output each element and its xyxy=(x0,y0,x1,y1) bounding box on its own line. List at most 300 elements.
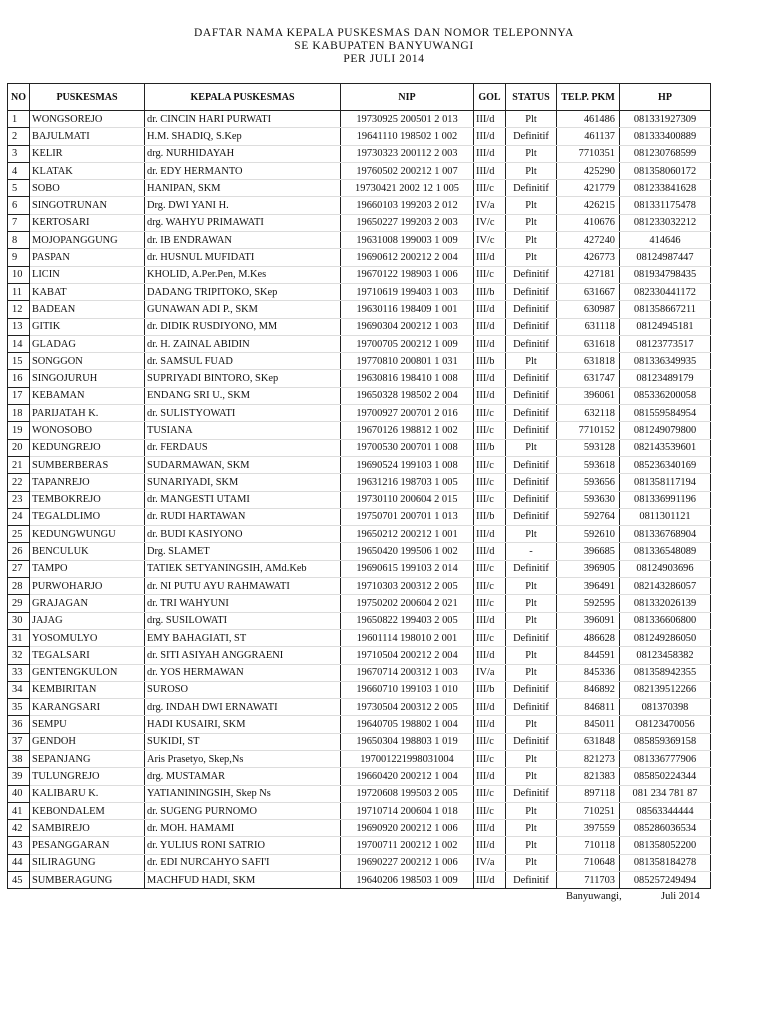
cell-puskesmas: SINGOJURUH xyxy=(30,370,145,387)
cell-status: Definitif xyxy=(506,785,557,802)
cell-telp: 593618 xyxy=(557,456,620,473)
cell-kepala: dr. YOS HERMAWAN xyxy=(145,664,341,681)
cell-status: Plt xyxy=(506,837,557,854)
cell-puskesmas: GRAJAGAN xyxy=(30,595,145,612)
cell-telp: 486628 xyxy=(557,629,620,646)
cell-nip: 19601114 198010 2 001 xyxy=(341,629,474,646)
cell-nip: 19630816 198410 1 008 xyxy=(341,370,474,387)
cell-puskesmas: TULUNGREJO xyxy=(30,768,145,785)
cell-gol: III/c xyxy=(474,456,506,473)
cell-no: 20 xyxy=(8,439,30,456)
cell-nip: 19640705 198802 1 004 xyxy=(341,716,474,733)
cell-nip: 19670714 200312 1 003 xyxy=(341,664,474,681)
cell-gol: III/c xyxy=(474,405,506,422)
cell-puskesmas: JAJAG xyxy=(30,612,145,629)
cell-telp: 845336 xyxy=(557,664,620,681)
cell-status: Plt xyxy=(506,716,557,733)
cell-status: Definitif xyxy=(506,456,557,473)
cell-kepala: SUPRIYADI BINTORO, SKep xyxy=(145,370,341,387)
cell-hp: 081336606800 xyxy=(620,612,711,629)
cell-puskesmas: SAMBIREJO xyxy=(30,820,145,837)
cell-hp: 082143286057 xyxy=(620,578,711,595)
cell-kepala: HADI KUSAIRI, SKM xyxy=(145,716,341,733)
cell-hp: 0811301121 xyxy=(620,508,711,525)
cell-status: Definitif xyxy=(506,387,557,404)
cell-puskesmas: GENDOH xyxy=(30,733,145,750)
cell-kepala: dr. CINCIN HARI PURWATI xyxy=(145,111,341,128)
cell-gol: III/c xyxy=(474,802,506,819)
header-nip: NIP xyxy=(341,84,474,111)
cell-gol: III/c xyxy=(474,578,506,595)
cell-no: 27 xyxy=(8,560,30,577)
cell-gol: III/d xyxy=(474,249,506,266)
cell-hp: 08563344444 xyxy=(620,802,711,819)
cell-hp: 08124903696 xyxy=(620,560,711,577)
cell-hp: 081333400889 xyxy=(620,128,711,145)
cell-nip: 19670122 198903 1 006 xyxy=(341,266,474,283)
cell-kepala: MACHFUD HADI, SKM xyxy=(145,872,341,889)
cell-nip: 19650420 199506 1 002 xyxy=(341,543,474,560)
cell-kepala: dr. HUSNUL MUFIDATI xyxy=(145,249,341,266)
cell-no: 32 xyxy=(8,647,30,664)
cell-status: Plt xyxy=(506,578,557,595)
cell-gol: III/d xyxy=(474,335,506,352)
cell-hp: 081358060172 xyxy=(620,162,711,179)
cell-status: Definitif xyxy=(506,422,557,439)
cell-puskesmas: KEDUNGREJO xyxy=(30,439,145,456)
cell-no: 16 xyxy=(8,370,30,387)
cell-kepala: ENDANG SRI U., SKM xyxy=(145,387,341,404)
cell-puskesmas: KEBONDALEM xyxy=(30,802,145,819)
cell-no: 23 xyxy=(8,491,30,508)
table-row xyxy=(8,681,711,698)
table-row xyxy=(8,508,711,525)
cell-nip: 19690612 200212 2 004 xyxy=(341,249,474,266)
header-gol: GOL xyxy=(474,84,506,111)
cell-status: Definitif xyxy=(506,699,557,716)
cell-status: Plt xyxy=(506,647,557,664)
cell-telp: 631848 xyxy=(557,733,620,750)
cell-nip: 19631216 198703 1 005 xyxy=(341,474,474,491)
table-row xyxy=(8,802,711,819)
table-row xyxy=(8,197,711,214)
cell-hp: 081331175478 xyxy=(620,197,711,214)
cell-telp: 845011 xyxy=(557,716,620,733)
cell-no: 30 xyxy=(8,612,30,629)
cell-status: Plt xyxy=(506,595,557,612)
cell-nip: 19650822 199403 2 005 xyxy=(341,612,474,629)
cell-hp: 081336349935 xyxy=(620,353,711,370)
cell-gol: III/d xyxy=(474,872,506,889)
cell-puskesmas: KERTOSARI xyxy=(30,214,145,231)
cell-no: 33 xyxy=(8,664,30,681)
cell-hp: 08123489179 xyxy=(620,370,711,387)
cell-telp: 425290 xyxy=(557,162,620,179)
cell-kepala: dr. SAMSUL FUAD xyxy=(145,353,341,370)
cell-no: 18 xyxy=(8,405,30,422)
table-row xyxy=(8,387,711,404)
cell-no: 35 xyxy=(8,699,30,716)
cell-nip: 19690615 199103 2 014 xyxy=(341,560,474,577)
cell-puskesmas: KALIBARU K. xyxy=(30,785,145,802)
cell-status: Definitif xyxy=(506,301,557,318)
cell-hp: 081249286050 xyxy=(620,629,711,646)
cell-nip: 19650212 200212 1 001 xyxy=(341,526,474,543)
cell-telp: 631818 xyxy=(557,353,620,370)
cell-gol: III/b xyxy=(474,439,506,456)
cell-kepala: dr. DIDIK RUSDIYONO, MM xyxy=(145,318,341,335)
cell-status: Definitif xyxy=(506,405,557,422)
cell-puskesmas: KEMBIRITAN xyxy=(30,681,145,698)
cell-status: Plt xyxy=(506,439,557,456)
cell-no: 29 xyxy=(8,595,30,612)
cell-puskesmas: BENCULUK xyxy=(30,543,145,560)
cell-telp: 396091 xyxy=(557,612,620,629)
cell-telp: 630987 xyxy=(557,301,620,318)
cell-telp: 461486 xyxy=(557,111,620,128)
table-row xyxy=(8,526,711,543)
cell-kepala: dr. MOH. HAMAMI xyxy=(145,820,341,837)
cell-gol: III/d xyxy=(474,387,506,404)
header-kepala: KEPALA PUSKESMAS xyxy=(145,84,341,111)
cell-status: Definitif xyxy=(506,681,557,698)
cell-hp: 081559584954 xyxy=(620,405,711,422)
cell-puskesmas: GITIK xyxy=(30,318,145,335)
cell-no: 24 xyxy=(8,508,30,525)
table-row xyxy=(8,578,711,595)
cell-no: 41 xyxy=(8,802,30,819)
cell-puskesmas: GENTENGKULON xyxy=(30,664,145,681)
cell-puskesmas: KEDUNGWUNGU xyxy=(30,526,145,543)
table-row xyxy=(8,145,711,162)
table-row xyxy=(8,543,711,560)
table-row xyxy=(8,560,711,577)
table-row xyxy=(8,716,711,733)
cell-puskesmas: TEGALSARI xyxy=(30,647,145,664)
cell-puskesmas: SUMBERAGUNG xyxy=(30,872,145,889)
cell-nip: 19700705 200212 1 009 xyxy=(341,335,474,352)
cell-telp: 631667 xyxy=(557,283,620,300)
table-row xyxy=(8,837,711,854)
cell-telp: 631618 xyxy=(557,335,620,352)
cell-nip: 19650328 198502 2 004 xyxy=(341,387,474,404)
cell-status: Definitif xyxy=(506,180,557,197)
cell-puskesmas: PESANGGARAN xyxy=(30,837,145,854)
table-row xyxy=(8,422,711,439)
cell-hp: 085859369158 xyxy=(620,733,711,750)
cell-kepala: dr. YULIUS RONI SATRIO xyxy=(145,837,341,854)
cell-puskesmas: SUMBERBERAS xyxy=(30,456,145,473)
table-row xyxy=(8,664,711,681)
cell-telp: 821273 xyxy=(557,750,620,767)
cell-nip: 19690227 200212 1 006 xyxy=(341,854,474,871)
cell-nip: 19730421 2002 12 1 005 xyxy=(341,180,474,197)
cell-status: Plt xyxy=(506,111,557,128)
table-row xyxy=(8,474,711,491)
cell-no: 9 xyxy=(8,249,30,266)
cell-no: 3 xyxy=(8,145,30,162)
cell-telp: 710251 xyxy=(557,802,620,819)
cell-no: 28 xyxy=(8,578,30,595)
cell-gol: III/c xyxy=(474,266,506,283)
table-row xyxy=(8,283,711,300)
cell-kepala: SUDARMAWAN, SKM xyxy=(145,456,341,473)
cell-kepala: EMY BAHAGIATI, ST xyxy=(145,629,341,646)
cell-puskesmas: PASPAN xyxy=(30,249,145,266)
cell-gol: IV/a xyxy=(474,197,506,214)
cell-no: 39 xyxy=(8,768,30,785)
cell-no: 10 xyxy=(8,266,30,283)
cell-kepala: dr. EDY HERMANTO xyxy=(145,162,341,179)
cell-puskesmas: PURWOHARJO xyxy=(30,578,145,595)
cell-gol: III/c xyxy=(474,474,506,491)
cell-no: 14 xyxy=(8,335,30,352)
cell-kepala: HANIPAN, SKM xyxy=(145,180,341,197)
cell-no: 1 xyxy=(8,111,30,128)
cell-nip: 19690304 200212 1 003 xyxy=(341,318,474,335)
cell-gol: III/b xyxy=(474,681,506,698)
table-row xyxy=(8,699,711,716)
cell-status: Plt xyxy=(506,197,557,214)
cell-status: Plt xyxy=(506,526,557,543)
cell-telp: 396491 xyxy=(557,578,620,595)
table-row xyxy=(8,162,711,179)
table-row xyxy=(8,180,711,197)
cell-hp: 081233032212 xyxy=(620,214,711,231)
cell-no: 2 xyxy=(8,128,30,145)
cell-status: Definitif xyxy=(506,318,557,335)
footer-date: Juli 2014 xyxy=(661,891,700,902)
cell-puskesmas: KARANGSARI xyxy=(30,699,145,716)
cell-no: 7 xyxy=(8,214,30,231)
cell-nip: 19730110 200604 2 015 xyxy=(341,491,474,508)
cell-no: 38 xyxy=(8,750,30,767)
cell-hp: 081230768599 xyxy=(620,145,711,162)
cell-gol: IV/c xyxy=(474,232,506,249)
cell-status: Definitif xyxy=(506,560,557,577)
cell-nip: 19690920 200212 1 006 xyxy=(341,820,474,837)
cell-kepala: drg. WAHYU PRIMAWATI xyxy=(145,214,341,231)
cell-telp: 592610 xyxy=(557,526,620,543)
cell-nip: 19700927 200701 2 016 xyxy=(341,405,474,422)
cell-nip: 19710714 200604 1 018 xyxy=(341,802,474,819)
cell-gol: III/d xyxy=(474,162,506,179)
cell-telp: 396685 xyxy=(557,543,620,560)
cell-hp: 085236340169 xyxy=(620,456,711,473)
cell-telp: 426773 xyxy=(557,249,620,266)
cell-nip: 19710303 200312 2 005 xyxy=(341,578,474,595)
cell-gol: III/d xyxy=(474,128,506,145)
cell-no: 31 xyxy=(8,629,30,646)
cell-telp: 846811 xyxy=(557,699,620,716)
cell-telp: 593656 xyxy=(557,474,620,491)
cell-nip: 19730504 200312 2 005 xyxy=(341,699,474,716)
cell-puskesmas: BADEAN xyxy=(30,301,145,318)
document-date-line: PER JULI 2014 xyxy=(343,53,425,65)
cell-no: 44 xyxy=(8,854,30,871)
header-telp: TELP. PKM xyxy=(557,84,620,111)
cell-kepala: TUSIANA xyxy=(145,422,341,439)
cell-gol: III/d xyxy=(474,699,506,716)
cell-status: - xyxy=(506,543,557,560)
cell-hp: 085257249494 xyxy=(620,872,711,889)
cell-nip: 19690524 199103 1 008 xyxy=(341,456,474,473)
cell-telp: 711703 xyxy=(557,872,620,889)
cell-telp: 592764 xyxy=(557,508,620,525)
table-row xyxy=(8,750,711,767)
cell-kepala: dr. SITI ASIYAH ANGGRAENI xyxy=(145,647,341,664)
table-row xyxy=(8,439,711,456)
cell-kepala: dr. EDI NURCAHYO SAFI'I xyxy=(145,854,341,871)
footer-place: Banyuwangi, xyxy=(566,891,622,902)
cell-no: 8 xyxy=(8,232,30,249)
cell-gol: IV/a xyxy=(474,664,506,681)
cell-kepala: SUROSO xyxy=(145,681,341,698)
cell-telp: 421779 xyxy=(557,180,620,197)
cell-no: 40 xyxy=(8,785,30,802)
cell-nip: 19710619 199403 1 003 xyxy=(341,283,474,300)
cell-no: 25 xyxy=(8,526,30,543)
cell-gol: III/c xyxy=(474,180,506,197)
cell-status: Plt xyxy=(506,664,557,681)
cell-kepala: dr. IB ENDRAWAN xyxy=(145,232,341,249)
cell-gol: IV/c xyxy=(474,214,506,231)
cell-hp: 081249079800 xyxy=(620,422,711,439)
cell-hp: 081358052200 xyxy=(620,837,711,854)
cell-no: 13 xyxy=(8,318,30,335)
cell-kepala: TATIEK SETYANINGSIH, AMd.Keb xyxy=(145,560,341,577)
cell-status: Plt xyxy=(506,145,557,162)
document-subtitle: SE KABUPATEN BANYUWANGI xyxy=(294,40,474,52)
cell-status: Definitif xyxy=(506,733,557,750)
table-row xyxy=(8,595,711,612)
cell-hp: 08123773517 xyxy=(620,335,711,352)
cell-gol: III/d xyxy=(474,543,506,560)
cell-no: 26 xyxy=(8,543,30,560)
cell-nip: 19720608 199503 2 005 xyxy=(341,785,474,802)
cell-puskesmas: TAMPO xyxy=(30,560,145,577)
table-row xyxy=(8,647,711,664)
cell-status: Definitif xyxy=(506,629,557,646)
cell-gol: III/c xyxy=(474,560,506,577)
cell-hp: 085286036534 xyxy=(620,820,711,837)
cell-kepala: dr. RUDI HARTAWAN xyxy=(145,508,341,525)
cell-gol: III/c xyxy=(474,491,506,508)
table-row xyxy=(8,854,711,871)
cell-kepala: Drg. SLAMET xyxy=(145,543,341,560)
cell-no: 15 xyxy=(8,353,30,370)
cell-status: Plt xyxy=(506,750,557,767)
cell-no: 12 xyxy=(8,301,30,318)
cell-nip: 197001221998031004 xyxy=(341,750,474,767)
header-status: STATUS xyxy=(506,84,557,111)
cell-status: Definitif xyxy=(506,128,557,145)
cell-gol: III/b xyxy=(474,283,506,300)
cell-gol: III/d xyxy=(474,145,506,162)
cell-hp: 08124945181 xyxy=(620,318,711,335)
cell-puskesmas: SEPANJANG xyxy=(30,750,145,767)
cell-status: Plt xyxy=(506,214,557,231)
cell-nip: 19730323 200112 2 003 xyxy=(341,145,474,162)
cell-hp: 081332026139 xyxy=(620,595,711,612)
cell-gol: III/c xyxy=(474,750,506,767)
cell-gol: III/d xyxy=(474,837,506,854)
cell-telp: 846892 xyxy=(557,681,620,698)
cell-hp: 085850224344 xyxy=(620,768,711,785)
cell-kepala: dr. NI PUTU AYU RAHMAWATI xyxy=(145,578,341,595)
cell-kepala: Aris Prasetyo, Skep,Ns xyxy=(145,750,341,767)
cell-hp: 081358117194 xyxy=(620,474,711,491)
cell-telp: 710648 xyxy=(557,854,620,871)
cell-status: Plt xyxy=(506,854,557,871)
cell-kepala: Drg. DWI YANI H. xyxy=(145,197,341,214)
cell-hp: 414646 xyxy=(620,232,711,249)
cell-hp: 082330441172 xyxy=(620,283,711,300)
table-row xyxy=(8,491,711,508)
table-row xyxy=(8,872,711,889)
cell-kepala: SUKIDI, ST xyxy=(145,733,341,750)
cell-no: 19 xyxy=(8,422,30,439)
cell-kepala: drg. NURHIDAYAH xyxy=(145,145,341,162)
cell-status: Definitif xyxy=(506,872,557,889)
table-row xyxy=(8,370,711,387)
cell-puskesmas: KELIR xyxy=(30,145,145,162)
table-row xyxy=(8,353,711,370)
cell-nip: 19650304 198803 1 019 xyxy=(341,733,474,750)
cell-gol: III/d xyxy=(474,612,506,629)
cell-hp: 081358184278 xyxy=(620,854,711,871)
cell-nip: 19750701 200701 1 013 xyxy=(341,508,474,525)
cell-hp: 081233841628 xyxy=(620,180,711,197)
cell-puskesmas: WONGSOREJO xyxy=(30,111,145,128)
cell-nip: 19660103 199203 2 012 xyxy=(341,197,474,214)
table-row xyxy=(8,266,711,283)
cell-nip: 19700530 200701 1 008 xyxy=(341,439,474,456)
cell-telp: 631118 xyxy=(557,318,620,335)
cell-kepala: drg. MUSTAMAR xyxy=(145,768,341,785)
table-row xyxy=(8,612,711,629)
cell-status: Definitif xyxy=(506,508,557,525)
cell-no: 42 xyxy=(8,820,30,837)
cell-puskesmas: KEBAMAN xyxy=(30,387,145,404)
cell-status: Definitif xyxy=(506,266,557,283)
cell-no: 22 xyxy=(8,474,30,491)
cell-telp: 7710351 xyxy=(557,145,620,162)
table-row xyxy=(8,318,711,335)
table-row xyxy=(8,232,711,249)
cell-telp: 632118 xyxy=(557,405,620,422)
cell-hp: 082143539601 xyxy=(620,439,711,456)
cell-status: Plt xyxy=(506,232,557,249)
cell-nip: 19660710 199103 1 010 xyxy=(341,681,474,698)
cell-hp: 081336991196 xyxy=(620,491,711,508)
cell-puskesmas: WONOSOBO xyxy=(30,422,145,439)
cell-nip: 19730925 200501 2 013 xyxy=(341,111,474,128)
cell-kepala: dr. TRI WAHYUNI xyxy=(145,595,341,612)
table-row xyxy=(8,785,711,802)
cell-hp: 081 234 781 87 xyxy=(620,785,711,802)
header-no: NO xyxy=(8,84,30,111)
cell-gol: IV/a xyxy=(474,854,506,871)
cell-gol: III/d xyxy=(474,370,506,387)
cell-status: Definitif xyxy=(506,283,557,300)
cell-hp: 081934798435 xyxy=(620,266,711,283)
cell-hp: 081358667211 xyxy=(620,301,711,318)
cell-gol: III/b xyxy=(474,353,506,370)
cell-nip: 19750202 200604 2 021 xyxy=(341,595,474,612)
cell-telp: 396905 xyxy=(557,560,620,577)
table-row xyxy=(8,128,711,145)
